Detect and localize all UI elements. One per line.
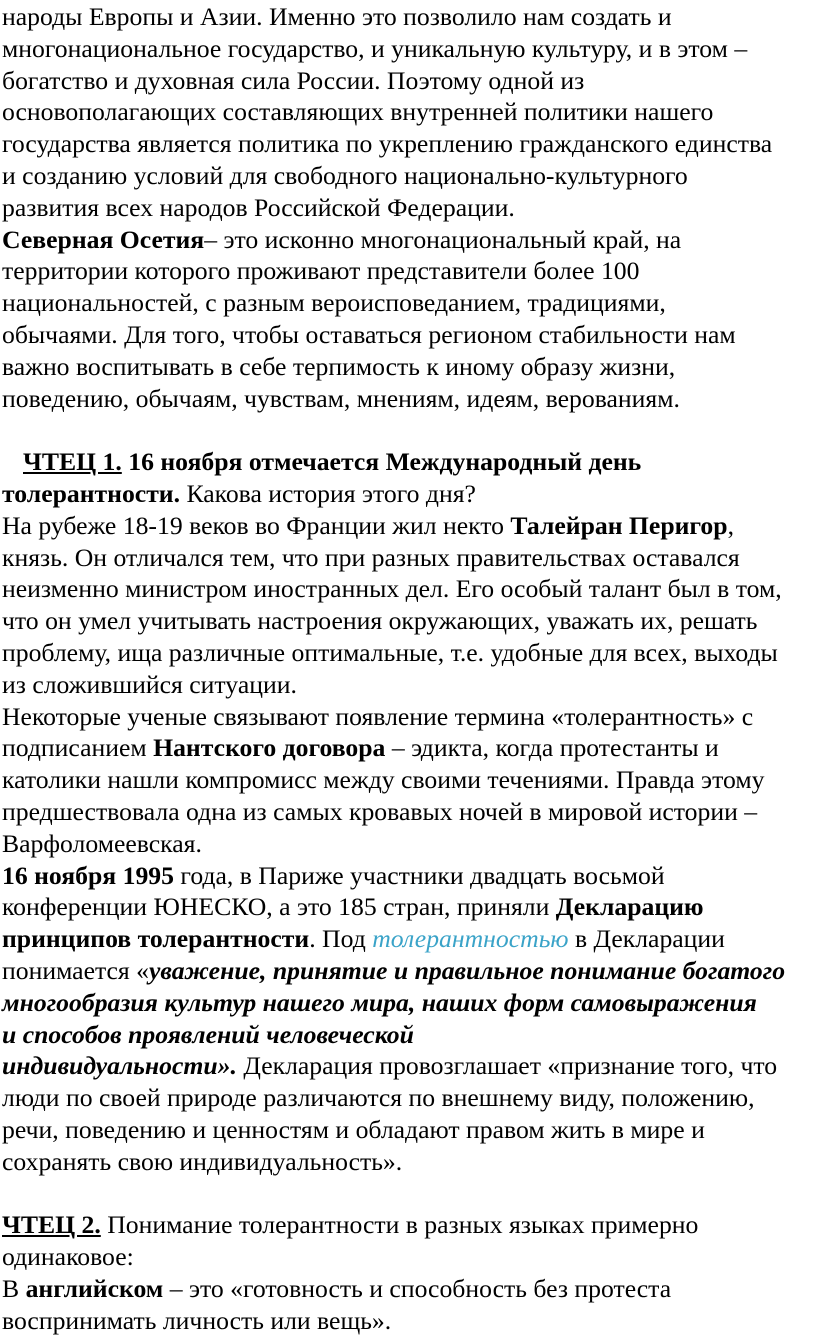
bold-run: толерантности.: [2, 478, 181, 508]
reader-2-label: ЧТЕЦ 2.: [2, 1210, 101, 1240]
reader-1-label: ЧТЕЦ 1.: [23, 447, 122, 477]
text-run: Какова история этого дня?: [180, 478, 476, 508]
text-line: [2, 923, 816, 955]
text-line: неизменно министром иностранных дел. Его особый талант был в том,: [2, 574, 782, 604]
paragraph-north-ossetia: [2, 224, 816, 415]
text-line: [2, 446, 816, 478]
text-line: государства является политика по укреплению гражданского единства: [2, 129, 773, 159]
text-run: – это «готовность и способность без протеста: [163, 1273, 672, 1303]
text-line: важно воспитывать в себе терпимость к иному образу жизни,: [2, 351, 676, 381]
text-run: подписанием: [2, 733, 154, 763]
reader-1-heading: [2, 446, 816, 510]
text-line: сохранять свою индивидуальность».: [2, 1146, 403, 1176]
text-line: [2, 478, 816, 510]
text-run: в Декларации: [568, 924, 725, 954]
text-run: На рубеже 18-19 веков во Франции жил некто: [2, 510, 511, 540]
text-line: [2, 1050, 816, 1082]
text-run: Декларация провозглашает «признание того, что: [236, 1051, 778, 1081]
text-line: [2, 891, 816, 923]
text-line: Некоторые ученые связывают появление термина «толерантность» с: [2, 701, 754, 731]
text-line: речи, поведению и ценностям и обладают правом жить в мире и: [2, 1114, 705, 1144]
text-line: [2, 510, 816, 542]
bold-run: 16 ноября отмечается Международный день: [121, 447, 642, 477]
text-line: что он умел учитывать настроения окружающих, уважать их, решать: [2, 606, 758, 636]
text-line: люди по своей природе различаются по внешнему виду, положению,: [2, 1083, 755, 1113]
bold-italic-run: уважение, принятие и правильное понимание богатого: [149, 955, 786, 985]
paragraph-intro: [2, 1, 816, 224]
bold-term: Талейран Перигор: [510, 510, 728, 540]
bold-italic-run: индивидуальности».: [2, 1051, 237, 1081]
bold-term: принципов толерантности: [2, 924, 310, 954]
text-line: [2, 955, 816, 987]
blank-line: [2, 1177, 816, 1209]
text-line: [2, 1209, 816, 1241]
bold-italic-run: многообразия культур нашего мира, наших форм самовыражения: [2, 987, 757, 1017]
bold-term: 16 ноября 1995: [2, 860, 174, 890]
bold-term: Нантского договора: [153, 733, 386, 763]
paragraph-nantes: [2, 701, 816, 860]
reader-2-section: [2, 1209, 816, 1336]
text-run: – это исконно многонациональный край, на: [204, 224, 682, 254]
text-run: конференции ЮНЕСКО, а это 185 стран, приняли: [2, 892, 556, 922]
text-line: [2, 860, 816, 892]
text-line: проблему, ища различные оптимальные, т.е. удобные для всех, выходы: [2, 637, 778, 667]
text-line: обычаями. Для того, чтобы оставаться регионом стабильности нам: [2, 319, 736, 349]
text-line: территории которого проживают представители более 100: [2, 256, 640, 286]
text-run: Понимание толерантности в разных языках примерно: [100, 1210, 699, 1240]
text-line: [2, 1273, 816, 1305]
text-line: народы Европы и Азии. Именно это позволило нам создать и: [2, 2, 672, 31]
text-run: года, в Париже участники двадцать восьмой: [174, 860, 665, 890]
text-line: богатство и духовная сила России. Поэтому одной из: [2, 65, 585, 95]
text-line: национальностей, с разным вероисповеданием, традициями,: [2, 288, 666, 318]
bold-term: Северная Осетия: [2, 224, 205, 254]
term-link[interactable]: толерантностью: [372, 924, 569, 954]
text-line: [2, 987, 816, 1019]
paragraph-talleyrand: [2, 510, 816, 701]
bold-italic-run: и способов проявлений человеческой: [2, 1019, 414, 1049]
text-line: многонациональное государство, и уникальную культуру, и в этом –: [2, 33, 748, 63]
bold-term: Декларацию: [555, 892, 704, 922]
text-line: католики нашли компромисс между своими течениями. Правда этому: [2, 765, 765, 795]
document-page: [0, 1, 816, 1335]
paragraph-unesco: [2, 860, 816, 1178]
text-line: поведению, обычаям, чувствам, мнениям, идеям, верованиям.: [2, 383, 680, 413]
text-line: [2, 224, 816, 256]
text-line: [2, 732, 816, 764]
text-line: князь. Он отличался тем, что при разных правительствах оставался: [2, 542, 740, 572]
text-line: из сложившийся ситуации.: [2, 669, 297, 699]
text-line: и созданию условий для свободного национально-культурного: [2, 160, 688, 190]
blank-line: [2, 414, 816, 446]
text-line: Варфоломеевская.: [2, 828, 202, 858]
text-line: одинаковое:: [2, 1242, 134, 1272]
text-run: . Под: [309, 924, 373, 954]
text-run: ,: [727, 510, 734, 540]
text-line: развития всех народов Российской Федерации.: [2, 192, 515, 222]
text-run: понимается «: [2, 955, 149, 985]
text-line: предшествовала одна из самых кровавых ночей в мировой истории –: [2, 796, 758, 826]
text-run: В: [2, 1273, 26, 1303]
text-run: – эдикта, когда протестанты и: [385, 733, 719, 763]
text-line: воспринимать личность или вещь».: [2, 1305, 392, 1335]
text-line: основополагающих составляющих внутренней политики нашего: [2, 97, 714, 127]
text-line: [2, 1019, 816, 1051]
bold-term: английском: [25, 1273, 164, 1303]
